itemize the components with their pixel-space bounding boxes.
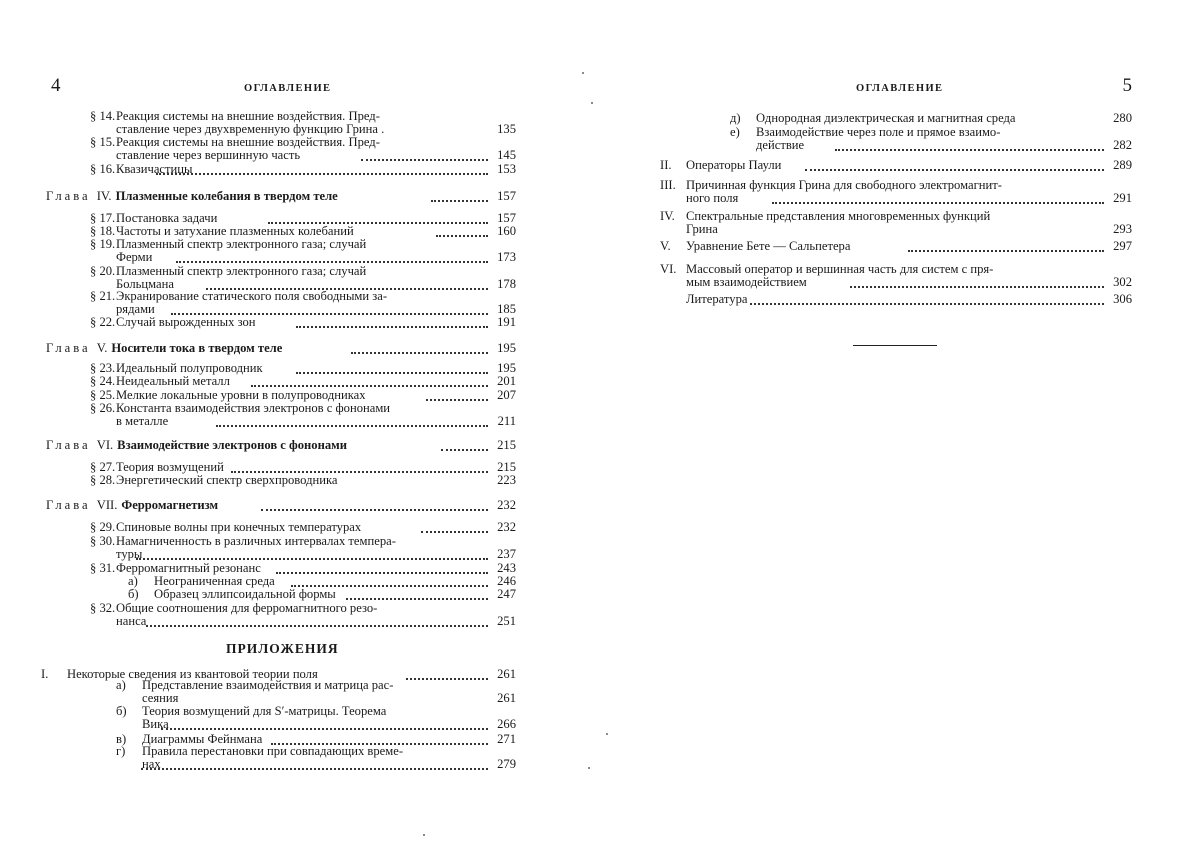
entry-line xyxy=(90,212,217,225)
entry-line-text: Ферми xyxy=(116,249,153,264)
entry-text xyxy=(90,521,361,534)
entry-line-text: Реакция системы на внешние воздействия. Пред- xyxy=(116,135,380,149)
entry-marker: § 32. xyxy=(90,601,116,615)
entry-marker: § 27. xyxy=(90,460,116,474)
entry-page: 251 xyxy=(497,613,516,628)
dot-leader xyxy=(361,158,488,161)
entry-page: 157 xyxy=(497,189,516,203)
entry-page: 280 xyxy=(1113,111,1132,125)
entry-line-text: Представление взаимодействия и матрица рас- xyxy=(142,678,394,692)
entry-marker: § 20. xyxy=(90,264,116,278)
chapter-title xyxy=(46,439,347,452)
entry-line xyxy=(90,149,380,162)
entry-page: 157 xyxy=(497,211,516,225)
entry-line-text: сеяния xyxy=(142,690,179,705)
entry-marker: IV. xyxy=(660,209,675,223)
entry-line-text: Уравнение Бете — Сальпетера xyxy=(686,239,851,253)
chapter-name: Плазменные колебания в твердом теле xyxy=(115,189,338,203)
chapter-label: Глава xyxy=(46,341,97,355)
entry-line-text: Случай вырожденных зон xyxy=(116,315,256,329)
entry-page: 306 xyxy=(1113,292,1132,306)
entry-line xyxy=(116,692,393,705)
dot-leader xyxy=(431,199,488,202)
entry-marker: V. xyxy=(660,239,671,253)
entry-line-text: Энергетический спектр сверхпроводника xyxy=(116,473,338,487)
entry-page: 153 xyxy=(497,162,516,176)
entry-marker: § 19. xyxy=(90,237,116,251)
entry-marker: § 24. xyxy=(90,374,116,388)
entry-line xyxy=(90,123,384,136)
chapter-number: V. xyxy=(96,341,108,355)
scan-speck xyxy=(423,834,425,836)
entry-marker: д) xyxy=(730,111,741,125)
scan-speck xyxy=(582,72,584,74)
entry-line-text: Взаимодействие через поле и прямое взаимо- xyxy=(756,125,1001,139)
dot-leader xyxy=(908,249,1104,252)
entry-line-text: Спектральные представления многовременных функций xyxy=(686,209,991,223)
dot-leader xyxy=(421,530,488,533)
entry-text xyxy=(90,110,384,135)
entry-line-text: Образец эллипсоидальной формы xyxy=(154,587,336,601)
dot-leader xyxy=(296,371,488,374)
entry-page: 207 xyxy=(497,388,516,402)
dot-leader xyxy=(406,677,488,680)
entry-line-text: Операторы Паули xyxy=(686,158,782,172)
entry-page: 195 xyxy=(497,361,516,375)
entry-marker: § 22. xyxy=(90,315,116,329)
entry-line-text: Причинная функция Грина для свободного электромагнит- xyxy=(686,178,1002,192)
entry-line-text: Спиновые волны при конечных температурах xyxy=(116,520,362,534)
entry-page: 261 xyxy=(497,667,516,681)
chapter-title xyxy=(46,190,338,203)
dot-leader xyxy=(436,234,488,237)
entry-line xyxy=(660,223,990,236)
entry-marker: § 30. xyxy=(90,534,116,548)
chapter-number: VI. xyxy=(96,438,114,452)
entry-marker: § 14. xyxy=(90,109,116,123)
entry-line-text: ставление через двухвременную функцию Грина . xyxy=(116,121,385,136)
page-number: 5 xyxy=(1122,75,1132,96)
entry-page: 145 xyxy=(497,147,516,162)
entry-page: 282 xyxy=(1113,137,1132,152)
entry-line-text: Плазменный спектр электронного газа; случай xyxy=(116,237,367,251)
entry-line xyxy=(660,159,781,172)
dot-leader xyxy=(276,571,488,574)
entry-line-text: Мелкие локальные уровни в полупроводниках xyxy=(116,388,366,402)
entry-text xyxy=(660,159,781,172)
entry-marker: § 29. xyxy=(90,520,116,534)
entry-line xyxy=(660,293,747,306)
dot-leader xyxy=(772,201,1104,204)
entry-line-text: в металле xyxy=(116,413,169,428)
entry-text xyxy=(90,225,354,238)
entry-marker: г) xyxy=(116,744,126,758)
entry-page: 215 xyxy=(497,460,516,474)
entry-text xyxy=(90,375,230,388)
entry-line xyxy=(90,316,256,329)
running-head: ОГЛАВЛЕНИЕ xyxy=(856,83,944,94)
entry-page: 178 xyxy=(497,276,516,291)
entry-page: 279 xyxy=(497,756,516,771)
entry-text xyxy=(90,389,366,402)
entry-marker: I. xyxy=(41,667,49,681)
dot-leader xyxy=(346,597,488,600)
dot-leader xyxy=(161,727,488,730)
dot-leader xyxy=(176,260,488,263)
chapter-label: Глава xyxy=(46,498,97,512)
entry-page: 185 xyxy=(497,301,516,316)
entry-marker: б) xyxy=(128,587,139,601)
entry-page: 173 xyxy=(497,249,516,264)
entry-text xyxy=(660,210,990,235)
closing-rule xyxy=(853,345,937,346)
entry-page: 246 xyxy=(497,574,516,588)
dot-leader xyxy=(441,448,488,451)
entry-marker: б) xyxy=(116,704,127,718)
entry-page: 291 xyxy=(1113,190,1132,205)
entry-line-text: Идеальный полупроводник xyxy=(116,361,263,375)
entry-text xyxy=(90,136,380,161)
dot-leader xyxy=(146,624,488,627)
entry-line-text: Больцмана xyxy=(116,276,174,291)
entry-page: 302 xyxy=(1113,274,1132,289)
entry-marker: а) xyxy=(116,678,126,692)
entry-line-text: Грина xyxy=(686,221,718,236)
dot-leader xyxy=(251,384,488,387)
scan-speck xyxy=(588,767,590,769)
entry-marker: II. xyxy=(660,158,672,172)
entry-page: 293 xyxy=(1113,221,1132,236)
entry-line xyxy=(128,575,275,588)
entry-line-text: Намагниченность в различных интервалах темпера- xyxy=(116,534,396,548)
page-number: 4 xyxy=(51,75,61,96)
entry-page: 271 xyxy=(497,732,516,746)
dot-leader xyxy=(141,767,488,770)
entry-line-text: Однородная диэлектрическая и магнитная среда xyxy=(756,111,1016,125)
entry-line-text: Постановка задачи xyxy=(116,211,218,225)
entry-page: 232 xyxy=(497,520,516,534)
dot-leader xyxy=(296,325,488,328)
entry-page: 195 xyxy=(497,341,516,355)
entry-line-text: Вика xyxy=(142,716,169,731)
dot-leader xyxy=(835,148,1104,151)
entry-page: 261 xyxy=(497,690,516,705)
dot-leader xyxy=(156,172,488,175)
entry-line-text: туры xyxy=(116,546,143,561)
entry-line xyxy=(90,375,230,388)
entry-marker: § 25. xyxy=(90,388,116,402)
chapter-number: IV. xyxy=(96,189,112,203)
entry-line-text: Ферромагнитный резонанс xyxy=(116,561,261,575)
entry-page: 135 xyxy=(497,121,516,136)
entry-line-text: Константа взаимодействия электронов с фононами xyxy=(116,401,391,415)
entry-text xyxy=(90,461,224,474)
dot-leader xyxy=(750,302,1104,305)
entry-page: 247 xyxy=(497,587,516,601)
entry-marker: § 21. xyxy=(90,289,116,303)
entry-line-text: Плазменный спектр электронного газа; случай xyxy=(116,264,367,278)
entry-text xyxy=(90,316,256,329)
entry-text xyxy=(90,362,263,375)
entry-line xyxy=(730,112,1016,125)
entry-line-text: Экранирование статического поля свободными за- xyxy=(116,289,388,303)
entry-page: 223 xyxy=(497,473,516,487)
entry-marker: VI. xyxy=(660,262,677,276)
entry-line-text: ставление через вершинную часть xyxy=(116,147,301,162)
dot-leader xyxy=(805,168,1104,171)
entry-page: 266 xyxy=(497,716,516,731)
entry-line-text: Теория возмущений для S′-матрицы. Теорема xyxy=(142,704,387,718)
entry-line-text: Квазичастицы xyxy=(116,162,193,176)
entry-page: 201 xyxy=(497,374,516,388)
appendix-heading: ПРИЛОЖЕНИЯ xyxy=(226,641,339,656)
entry-page: 237 xyxy=(497,546,516,561)
entry-text xyxy=(660,293,747,306)
entry-marker: в) xyxy=(116,732,127,746)
entry-marker: III. xyxy=(660,178,676,192)
entry-line-text: Неидеальный металл xyxy=(116,374,230,388)
dot-leader xyxy=(136,557,488,560)
chapter-name: Ферромагнетизм xyxy=(121,498,219,512)
entry-line-text: Некоторые сведения из квантовой теории поля xyxy=(67,667,318,681)
scan-speck xyxy=(606,733,608,735)
entry-line-text: Теория возмущений xyxy=(116,460,224,474)
entry-line-text: мым взаимодействием xyxy=(686,274,807,289)
entry-line xyxy=(90,389,366,402)
entry-line-text: Правила перестановки при совпадающих време- xyxy=(142,744,404,758)
dot-leader xyxy=(261,508,488,511)
entry-text xyxy=(128,588,336,601)
entry-line xyxy=(90,225,354,238)
entry-line-text: Реакция системы на внешние воздействия. Пред- xyxy=(116,109,380,123)
entry-page: 160 xyxy=(497,224,516,238)
entry-marker: § 17. xyxy=(90,211,116,225)
entry-page: 232 xyxy=(497,498,516,512)
entry-line-text: ного поля xyxy=(686,190,739,205)
chapter-number: VII. xyxy=(96,498,118,512)
entry-line xyxy=(128,588,336,601)
entry-line-text: рядами xyxy=(116,301,155,316)
entry-text xyxy=(90,474,338,487)
entry-marker: § 31. xyxy=(90,561,116,575)
entry-marker: е) xyxy=(730,125,740,139)
entry-line-text: нанса xyxy=(116,613,147,628)
entry-line-text: нах xyxy=(142,756,161,771)
entry-line xyxy=(90,461,224,474)
entry-line-text: Литература xyxy=(686,292,748,306)
entry-text xyxy=(730,112,1016,125)
dot-leader xyxy=(216,424,488,427)
chapter-label: Глава xyxy=(46,438,97,452)
dot-leader xyxy=(351,351,488,354)
entry-text xyxy=(660,240,850,253)
entry-line xyxy=(90,562,261,575)
entry-marker: § 18. xyxy=(90,224,116,238)
chapter-title xyxy=(46,342,282,355)
entry-text xyxy=(90,212,217,225)
entry-text xyxy=(116,679,393,704)
entry-page: 191 xyxy=(497,315,516,329)
entry-line xyxy=(90,474,338,487)
entry-text xyxy=(128,575,275,588)
chapter-label: Глава xyxy=(46,189,97,203)
entry-line-text: Частоты и затухание плазменных колебаний xyxy=(116,224,354,238)
scan-speck xyxy=(591,102,593,104)
running-head: ОГЛАВЛЕНИЕ xyxy=(244,83,332,94)
chapter-title xyxy=(46,499,218,512)
entry-line-text: Неограниченная среда xyxy=(154,574,275,588)
entry-page: 243 xyxy=(497,561,516,575)
entry-line xyxy=(90,521,361,534)
entry-page: 211 xyxy=(497,413,516,428)
chapter-name: Носители тока в твердом теле xyxy=(111,341,283,355)
chapter-name: Взаимодействие электронов с фононами xyxy=(117,438,347,452)
entry-line xyxy=(90,362,263,375)
entry-line-text: Массовый оператор и вершинная часть для систем с пря- xyxy=(686,262,994,276)
entry-marker: § 28. xyxy=(90,473,116,487)
entry-line-text: действие xyxy=(756,137,805,152)
entry-line xyxy=(660,240,850,253)
entry-text xyxy=(90,562,261,575)
dot-leader xyxy=(850,285,1104,288)
entry-page: 289 xyxy=(1113,158,1132,172)
entry-page: 215 xyxy=(497,438,516,452)
entry-marker: § 26. xyxy=(90,401,116,415)
entry-marker: § 15. xyxy=(90,135,116,149)
entry-marker: а) xyxy=(128,574,138,588)
entry-line-text: Общие соотношения для ферромагнитного резо- xyxy=(116,601,378,615)
entry-marker: § 23. xyxy=(90,361,116,375)
entry-marker: § 16. xyxy=(90,162,116,176)
dot-leader xyxy=(426,398,488,401)
entry-page: 297 xyxy=(1113,239,1132,253)
entry-line-text: Диаграммы Фейнмана xyxy=(142,732,263,746)
